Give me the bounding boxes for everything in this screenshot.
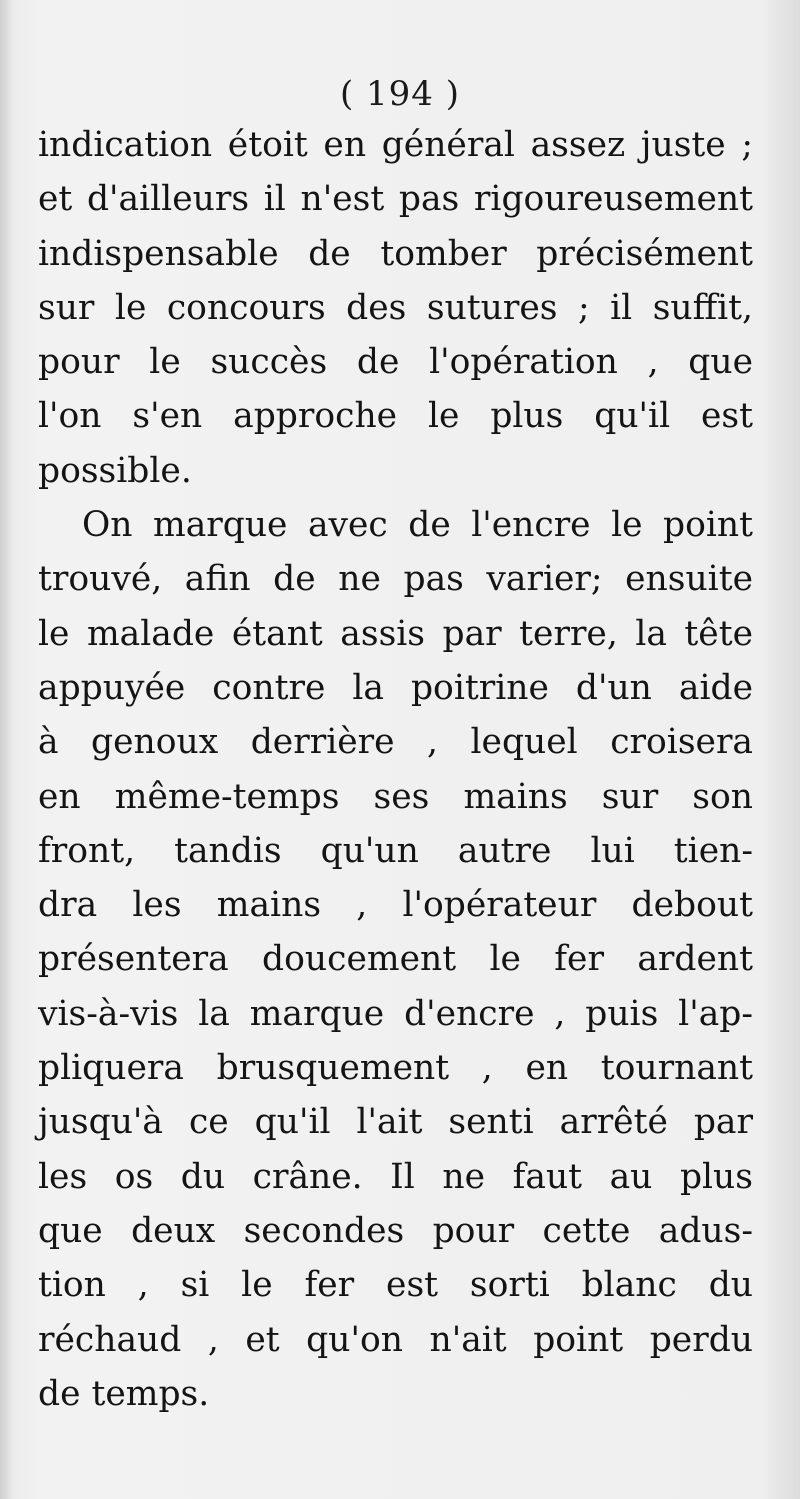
text-line: dra les mains , l'opérateur debout: [38, 885, 753, 926]
paragraph-2: [38, 498, 753, 1421]
text-line: de temps.: [38, 1373, 210, 1414]
text-line: les os du crâne. Il ne faut au plus: [38, 1156, 753, 1197]
page-number: ( 194 ): [339, 74, 461, 114]
text-line: en même-temps ses mains sur son: [38, 776, 753, 817]
text-line: indispensable de tomber précisément: [38, 233, 753, 274]
text-line: à genoux derrière , lequel croisera: [38, 722, 753, 763]
text-line: pour le succès de l'opération , que: [38, 342, 753, 383]
text-line: présentera doucement le fer ardent: [38, 939, 753, 980]
body-text: [38, 118, 753, 1421]
paragraph-1: [38, 118, 753, 498]
text-line: vis-à-vis la marque d'encre , puis l'ap-: [38, 993, 753, 1034]
text-line: et d'ailleurs il n'est pas rigoureusement: [38, 179, 753, 220]
text-line: sur le concours des sutures ; il suffit,: [38, 287, 753, 328]
text-line: indication étoit en général assez juste ;: [38, 125, 753, 165]
text-line: pliquera brusquement , en tournant: [38, 1048, 753, 1089]
text-line: On marque avec de l'encre le point: [82, 505, 753, 546]
text-line: jusqu'à ce qu'il l'ait senti arrêté par: [38, 1102, 753, 1143]
text-line: l'on s'en approche le plus qu'il est: [38, 396, 753, 437]
text-line: possible.: [38, 450, 192, 491]
text-line: que deux secondes pour cette adus-: [38, 1210, 753, 1251]
text-line: le malade étant assis par terre, la tête: [38, 613, 753, 654]
text-line: réchaud , et qu'on n'ait point perdu: [38, 1319, 753, 1360]
text-line: trouvé, afin de ne pas varier; ensuite: [38, 559, 753, 600]
text-line: appuyée contre la poitrine d'un aide: [38, 667, 753, 708]
text-line: front, tandis qu'un autre lui tien-: [38, 830, 753, 871]
text-line: tion , si le fer est sorti blanc du: [38, 1265, 753, 1306]
